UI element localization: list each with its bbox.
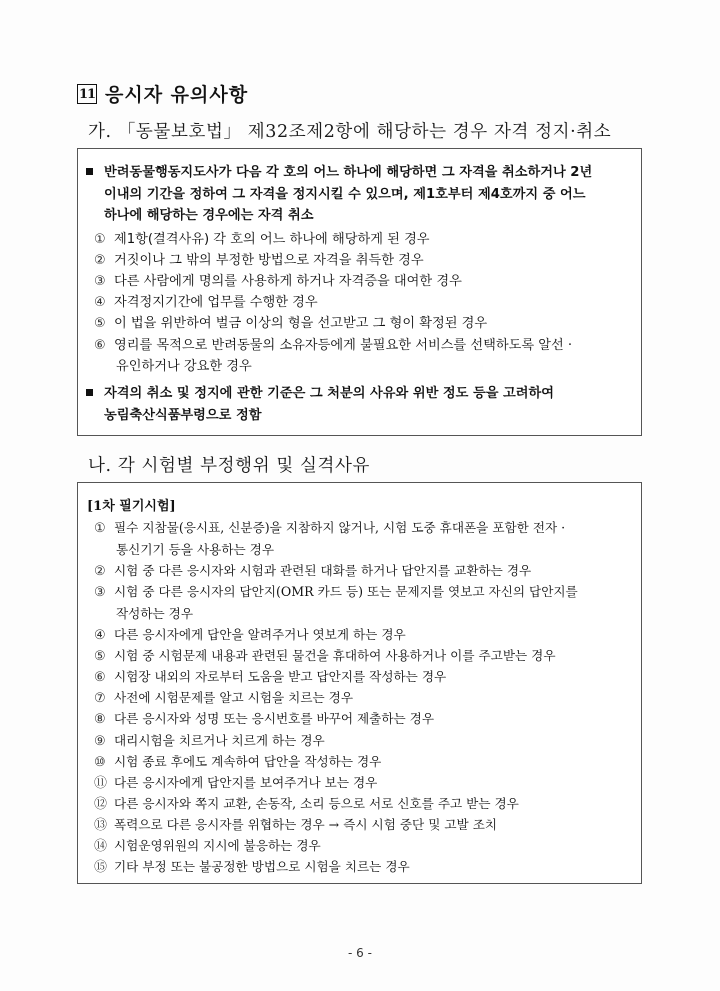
item-text: 영리를 목적으로 반려동물의 소유자등에게 불필요한 서비스를 선택하도록 알선 · [114,338,573,353]
item-number: ⑮ [94,860,108,875]
square-bullet-icon [86,389,93,396]
list-item [94,835,635,857]
item-number: ⑩ [94,755,106,770]
list-item [94,271,635,292]
list-item [94,313,635,334]
list-item [94,581,635,625]
section-title [77,80,248,107]
page-number: - 6 - [348,946,372,960]
item-number: ⑪ [94,776,108,791]
list-item [94,772,635,794]
item-number: ⑥ [94,670,106,685]
item-text: 시험 종료 후에도 계속하여 답안을 작성하는 경우 [114,754,382,769]
bullet-line: 자격의 취소 및 정지에 관한 기준은 그 처분의 사유와 위반 정도 등을 고려하여 [104,386,555,401]
item-text: 다른 사람에게 명의를 사용하게 하거나 자격증을 대여한 경우 [114,274,462,289]
item-number: ⑬ [94,818,108,833]
box-title: [1차 필기시험] [87,499,176,514]
list-item [94,751,635,773]
item-text: 사전에 시험문제를 알고 시험을 치르는 경우 [114,690,353,705]
list-item [94,229,635,250]
list-item [94,687,635,709]
item-number: ⑤ [94,649,106,664]
item-continuation: 작성하는 경우 [116,606,193,622]
disqualification-box [77,148,642,436]
bullet-line: 농림축산식품부령으로 정함 [104,407,262,423]
subheading-b: 나. 각 시험별 부정행위 및 실격사유 [88,456,371,476]
item-text: 거짓이나 그 밖의 부정한 방법으로 자격을 취득한 경우 [114,253,424,268]
item-text: 이 법을 위반하여 벌금 이상의 형을 선고받고 그 형이 확정된 경우 [114,316,488,331]
list-item [94,624,635,646]
list-item [94,517,635,561]
item-text: 시험 중 시험문제 내용과 관련된 물건을 휴대하여 사용하거나 이를 주고받는 경우 [114,648,556,663]
item-number: ⑥ [94,338,106,353]
item-text: 대리시험을 치르거나 치르게 하는 경우 [114,733,325,748]
item-text: 필수 지참물(응시표, 신분증)을 지참하지 않거나, 시험 도중 휴대폰을 포함한 전자 · [114,520,566,535]
item-text: 제1항(결격사유) 각 호의 어느 하나에 해당하게 된 경우 [114,232,430,247]
item-number: ⑤ [94,316,106,331]
item-number: ① [94,521,106,536]
item-text: 시험 중 다른 응시자와 시험과 관련된 대화를 하거나 답안지를 교환하는 경우 [114,563,532,578]
item-number: ④ [94,295,106,310]
list-item [94,335,635,378]
item-number: ⑫ [94,797,108,812]
list-item [94,730,635,752]
item-number: ① [94,232,106,247]
list-item [94,856,635,878]
section-number-box: 11 [77,84,97,104]
bullet-line: 반려동물행동지도사가 다음 각 호의 어느 하나에 해당하면 그 자격을 취소하거나 2년 [104,165,593,180]
subheading-a: 가. 「동물보호법」 제32조제2항에 해당하는 경우 자격 정지·취소 [88,122,612,142]
bullet-line: 하나에 해당하는 경우에는 자격 취소 [104,208,314,223]
item-text: 다른 응시자와 쪽지 교환, 손동작, 소리 등으로 서로 신호를 주고 받는 경우 [114,796,519,811]
list-item [94,666,635,688]
section-title-text: 응시자 유의사항 [105,84,249,106]
bullet-paragraph-1 [86,162,635,227]
item-number: ⑭ [94,839,108,854]
list-item [94,250,635,271]
item-number: ② [94,253,106,268]
item-text: 시험운영위원의 지시에 불응하는 경우 [114,838,321,853]
item-text: 폭력으로 다른 응시자를 위협하는 경우 → 즉시 시험 중단 및 고발 조치 [114,817,498,832]
item-number: ⑨ [94,734,106,749]
item-text: 시험 중 다른 응시자의 답안지(OMR 카드 등) 또는 문제지를 엿보고 자신의 답안지를 [114,584,578,599]
bullet-paragraph-2 [86,383,635,426]
list-item [94,708,635,730]
item-number: ③ [94,585,106,600]
square-bullet-icon [86,168,93,175]
list-item [94,793,635,815]
item-continuation: 유인하거나 강요한 경우 [116,359,252,375]
item-number: ② [94,564,106,579]
item-number: ⑦ [94,691,106,706]
list-item [94,814,635,836]
list-item [94,560,635,582]
list-item [94,645,635,667]
bullet-line: 이내의 기간을 정하여 그 자격을 정지시킬 수 있으며, 제1호부터 제4호까지 중 어느 [104,186,586,202]
item-text: 시험장 내외의 자로부터 도움을 받고 답안지를 작성하는 경우 [114,669,447,684]
item-number: ④ [94,628,106,643]
item-text: 다른 응시자에게 답안을 알려주거나 엿보게 하는 경우 [114,627,406,642]
item-text: 다른 응시자에게 답안지를 보여주거나 보는 경우 [114,775,378,790]
list-item [94,292,635,313]
item-number: ⑧ [94,712,106,727]
item-continuation: 통신기기 등을 사용하는 경우 [116,542,274,558]
misconduct-box [77,482,642,884]
item-text: 다른 응시자와 성명 또는 응시번호를 바꾸어 제출하는 경우 [114,711,434,726]
item-number: ③ [94,274,106,289]
item-text: 자격정지기간에 업무를 수행한 경우 [114,295,318,310]
item-text: 기타 부정 또는 불공정한 방법으로 시험을 치르는 경우 [114,859,410,874]
